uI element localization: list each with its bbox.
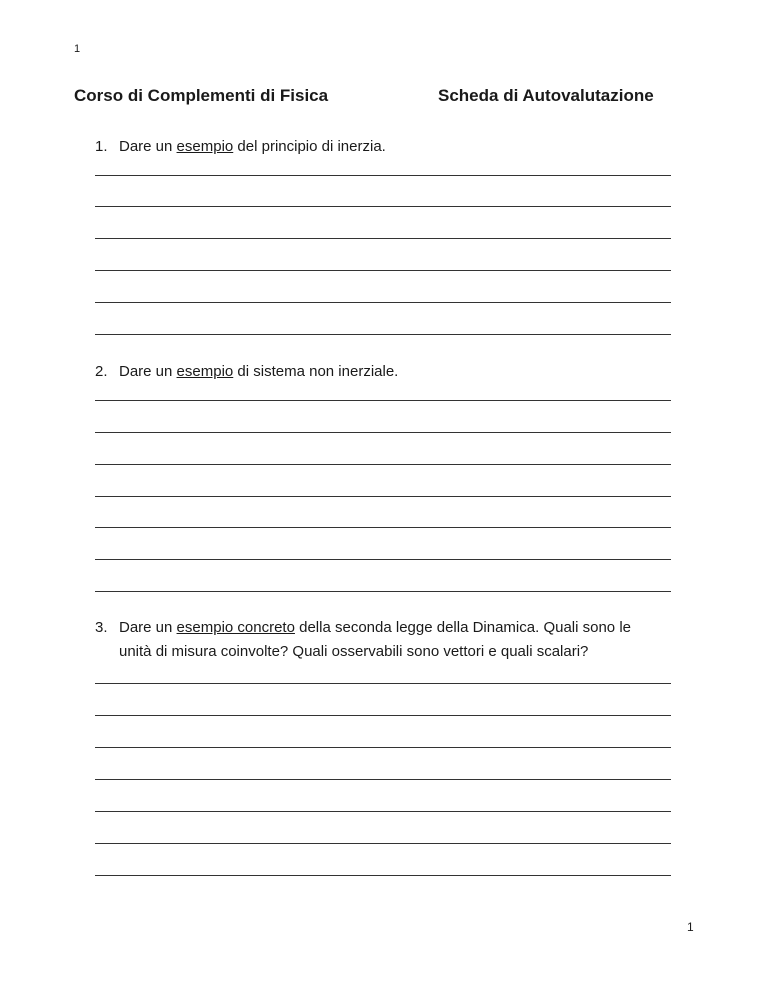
answer-line[interactable] [95, 302, 671, 303]
document-header [74, 86, 674, 110]
question-emphasis: esempio [176, 363, 234, 380]
question-emphasis: esempio concreto [176, 619, 295, 636]
question-text: Dare un [119, 138, 177, 155]
question-1 [95, 135, 685, 159]
question-text: Dare un [119, 363, 177, 380]
question-text: di sistema non inerziale. [233, 363, 399, 380]
question-3 [95, 616, 685, 664]
question-text: della seconda legge della Dinamica. Quali sono le [294, 619, 631, 636]
answer-line[interactable] [95, 683, 671, 684]
question-text: Dare un [119, 619, 177, 636]
question-emphasis: esempio [176, 138, 234, 155]
course-title: Corso di Complementi di Fisica [74, 86, 329, 105]
answer-line[interactable] [95, 464, 671, 465]
answer-line[interactable] [95, 206, 671, 207]
question-text: del principio di inerzia. [233, 138, 386, 155]
answer-line[interactable] [95, 496, 671, 497]
answer-line[interactable] [95, 591, 671, 592]
question-number: 3. [95, 619, 108, 636]
answer-line[interactable] [95, 811, 671, 812]
answer-line[interactable] [95, 875, 671, 876]
sheet-title: Scheda di Autovalutazione [438, 86, 654, 105]
answer-line[interactable] [95, 527, 671, 528]
answer-line[interactable] [95, 747, 671, 748]
answer-line[interactable] [95, 270, 671, 271]
page-number-bottom: 1 [687, 920, 694, 934]
answer-line[interactable] [95, 432, 671, 433]
page-number-top: 1 [74, 43, 81, 55]
answer-line[interactable] [95, 715, 671, 716]
question-number: 2. [95, 363, 108, 380]
answer-line[interactable] [95, 559, 671, 560]
question-2 [95, 360, 685, 384]
answer-line[interactable] [95, 175, 671, 176]
answer-line[interactable] [95, 779, 671, 780]
answer-line[interactable] [95, 238, 671, 239]
answer-line[interactable] [95, 400, 671, 401]
answer-line[interactable] [95, 334, 671, 335]
question-continuation: unità di misura coinvolte? Quali osservabili sono vettori e quali scalari? [119, 643, 589, 660]
answer-line[interactable] [95, 843, 671, 844]
question-number: 1. [95, 138, 108, 155]
